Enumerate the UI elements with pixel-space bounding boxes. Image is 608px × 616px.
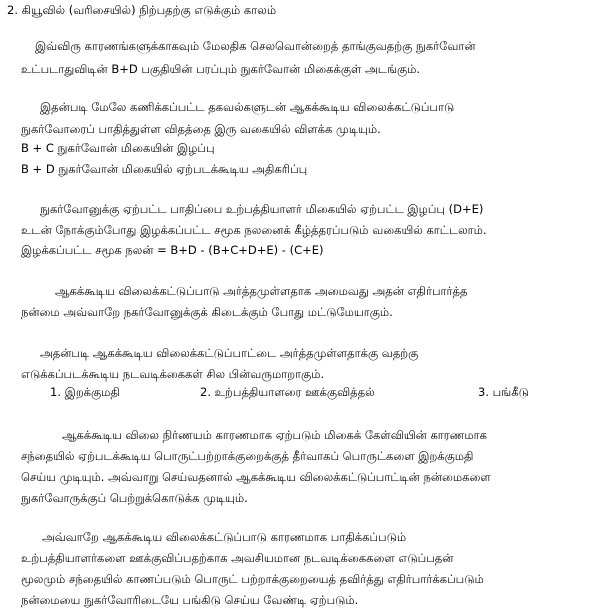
para5-line1: அதன்படி ஆகக்கூடிய விலைக்கட்டுப்பாட்டை அர்த்தமுள்ளதாக்கு வதற்கு [40, 346, 419, 360]
para3-line1: நுகர்வோனுக்கு ஏற்பட்ட பாதிப்பை உற்பத்தியாளர் மிகையில் ஏற்பட்ட இழப்பு (D+E) [40, 202, 484, 216]
para6-line4: நுகர்வோருக்குப் பெற்றுக்கொடுக்க முடியும். [21, 491, 248, 505]
para7-line4: நன்மையை நுகர்வோரிடையே பங்கிடு செய்ய வேண்டி ஏற்படும். [21, 593, 359, 607]
item-b-plus-c: B + C நுகர்வோன் மிகையின் இழப்பு [21, 141, 215, 155]
para5-line2: எடுக்கப்படக்கூடிய நடவடிக்கைகள் சில பின்வருமாறாகும். [21, 367, 325, 381]
option-rationing: 3. பங்கீடு [478, 385, 529, 399]
para7-line2: உற்பத்தியாளர்களை ஊக்குவிப்பதற்காக அவசியமான நடவடிக்கைகளை எடுப்பதன் [21, 551, 454, 565]
para1-line2: உட்படாதுவிடின் B+D பகுதியின் பரப்பும் நுகர்வோன் மிகைக்குள் அடங்கும். [21, 62, 421, 76]
para2-line1: இதன்படி மேலே கணிக்கப்பட்ட தகவல்களுடன் ஆகக்கூடிய விலைக்கட்டுப்பாடு [40, 100, 455, 114]
section-heading: 2. கியூவில் (வரிசையில்) நிற்பதற்கு எடுக்கும் காலம் [7, 3, 277, 17]
para7-line3: மூலமும் சந்தையில் காணப்படும் பொருட் பற்றாக்குறையைத் தவிர்த்து எதிர்பார்க்கப்படும் [21, 572, 484, 586]
option-import: 1. இறக்குமதி [50, 385, 120, 399]
para6-line3: செய்ய முடியும். அவ்வாறு செய்வதனால் ஆகக்கூடிய விலைக்கட்டுப்பாட்டின் நன்மைகளை [21, 470, 491, 484]
para1-line1: இவ்விரு காரணங்களுக்காகவும் மேலதிக செலவொன்றைத் தாங்குவதற்கு நுகர்வோன் [35, 39, 476, 53]
para6-line2: சந்தையில் ஏற்படக்கூடிய பொருட்பற்றாக்குறைக்குத் தீர்வாகப் பொருட்களை இறக்குமதி [21, 449, 474, 463]
para3-line2: உடன் நோக்கும்போது இழக்கப்பட்ட சமூக நலனைக் கீழ்த்தரப்படும் வகையில் காட்டலாம். [21, 223, 487, 237]
option-encourage-producers: 2. உற்பத்தியாளரை ஊக்குவித்தல் [200, 385, 375, 399]
para4-line1: ஆகக்கூடிய விலைக்கட்டுப்பாடு அர்த்தமுள்ளதாக அமைவது அதன் எதிர்பார்த்த [55, 284, 468, 298]
para2-line2: நுகர்வோரைப் பாதித்துள்ள விதத்தை இரு வகையில் விளக்க முடியும். [21, 122, 381, 136]
para6-line1: ஆகக்கூடிய விலை நிர்ணயம் காரணமாக ஏற்படும் மிகைக் கேள்வியின் காரணமாக [62, 428, 488, 442]
welfare-formula: இழக்கப்பட்ட சமூக நலன் = B+D - (B+C+D+E) - (C+E) [21, 243, 324, 257]
para4-line2: நன்மை அவ்வாறே நகர்வோனுக்குக் கிடைக்கும் போது மட்டுமேயாகும். [21, 305, 393, 319]
para7-line1: அவ்வாறே ஆகக்கூடிய விலைக்கட்டுப்பாடு காரணமாக பாதிக்கப்படும் [42, 530, 407, 544]
item-b-plus-d: B + D நுகர்வோன் மிகையில் ஏற்படக்கூடிய அதிகரிப்பு [21, 162, 308, 176]
